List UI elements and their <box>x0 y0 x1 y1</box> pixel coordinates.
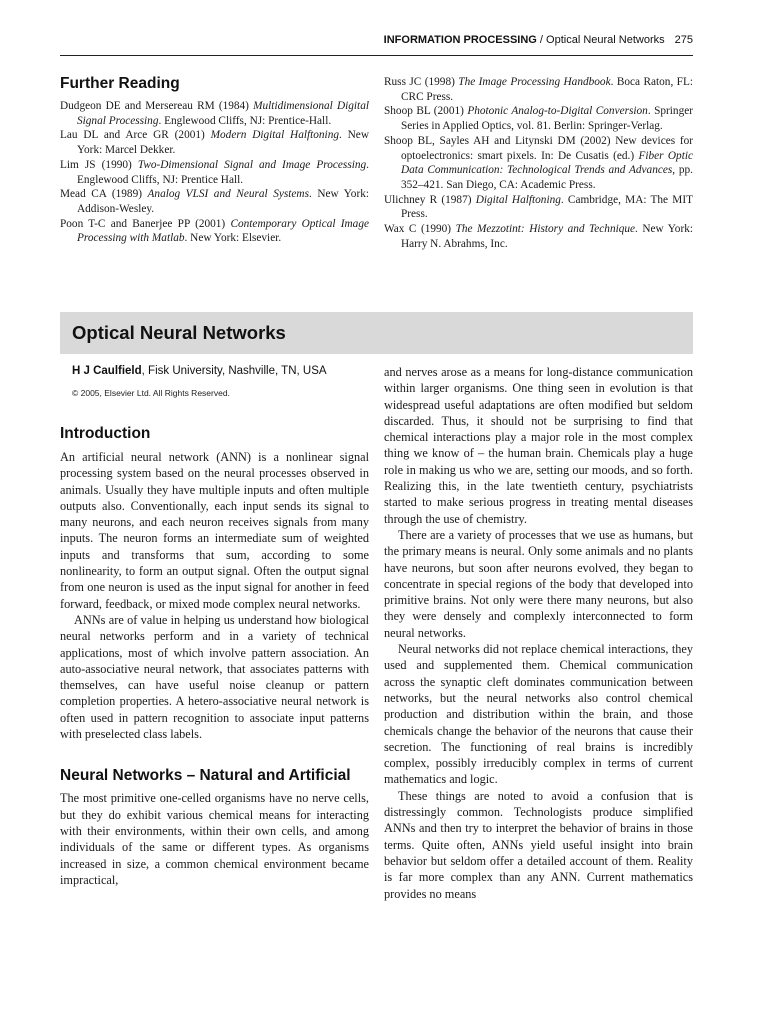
paragraph: The most primitive one-celled organisms have no nerve cells, but they do exhibit various chemical means for interacting with their environments, within their own cells, and among individuals of the same or different types. As organisms increased in size, a common chemical environment became impractical, <box>60 791 369 887</box>
further-reading-left <box>60 74 369 246</box>
introduction-heading: Introduction <box>60 425 151 442</box>
header-rule <box>60 55 693 56</box>
introduction-text <box>60 449 369 742</box>
section-text <box>60 790 369 888</box>
paragraph: An artificial neural network (ANN) is a nonlinear signal processing system based on the neural processes observed in animals. Usually they have multiple inputs and often multiple outputs also. Conventionally, each input sends its signal to many neurons, and each neuron receives signals from many inputs. The neuron forms an intermediate sum of weighted inputs and transforms that sum, according to some nonlinearity, to form an output signal. Often the output signal from one neuron is used as the input signal for another in feed forward, feedback, or mixed mode complex neural networks. <box>60 450 369 611</box>
reference-item: Dudgeon DE and Mersereau RM (1984) Multidimensional Digital Signal Processing. Englewood Cliffs, NJ: Prentice-Hall. <box>60 100 369 127</box>
header-separator: / <box>536 34 547 46</box>
reference-item: Russ JC (1998) The Image Processing Handbook. Boca Raton, FL: CRC Press. <box>384 76 694 103</box>
article-right-column <box>384 364 693 902</box>
paragraph: ANNs are of value in helping us understand how biological neural networks perform and in a variety of technical applications, most of which involve pattern association. An auto-associative neural network, that associates patterns with themselves, can have useful noise cleanup or pattern completion properties. A hetero-associative neural network is often used in pattern recognition to associate input patterns with preselected class labels. <box>60 612 369 742</box>
article-title: Optical Neural Networks <box>72 322 286 343</box>
author-affiliation: , Fisk University, Nashville, TN, USA <box>141 365 327 377</box>
page-number: 275 <box>674 34 693 46</box>
article-title-banner <box>60 312 693 354</box>
reference-list-left <box>60 99 369 246</box>
reference-item: Shoop BL, Sayles AH and Litynski DM (2002) New devices for optoelectronics: smart pixels. In: De Cusatis (ed.) Fiber Optic Data Communication: Technological Trends and Advances, pp. 352–421. San Diego, CA: Academic Press. <box>384 134 693 191</box>
reference-item: Shoop BL (2001) Photonic Analog-to-Digital Conversion. Springer Series in Applied Optics, vol. 81. Berlin: Springer-Verlag. <box>384 105 693 133</box>
paragraph: and nerves arose as a means for long-distance communication within larger organisms. One thing seen in evolution is that widespread useful adaptations are often modified but seldom discarded. Thus, it should not be surprising to find that chemical interactions play a major role in the most complex thing we know of – the human brain. Chemicals play a huge role in making us who we are, setting our moods, and so forth. Realizing this, in the late twentieth century, psychiatrists started to make serious progress in treating mental diseases through the use of chemistry. <box>384 365 693 526</box>
reference-item: Lim JS (1990) Two-Dimensional Signal and Image Processing. Englewood Cliffs, NJ: Prentice Hall. <box>60 158 369 186</box>
reference-list-right <box>384 75 693 251</box>
article-left-column <box>60 364 369 888</box>
further-reading-right <box>384 75 693 251</box>
paragraph: Neural networks did not replace chemical interactions, they used and supplemented them. Chemical communication across the synaptic cleft dominates communication between networks, but the neural networks also control chemical production and distribution within the brain, and those chemicals change the behavior of the neurons that cause their secretion. The functioning of real brains is incredibly complex, possibly irreducibly complex in terms of current mathematics and logic. <box>384 642 693 787</box>
section-heading-neural-networks: Neural Networks – Natural and Artificial <box>60 767 351 785</box>
author-line <box>60 364 369 378</box>
copyright-notice: © 2005, Elsevier Ltd. All Rights Reserved. <box>72 388 230 398</box>
reference-item: Mead CA (1989) Analog VLSI and Neural Systems. New York: Addison-Wesley. <box>60 188 369 215</box>
paragraph: These things are noted to avoid a confusion that is distressingly common. Technologists produce simplified ANNs and then try to interpret the behavior of brains in those terms. Quite often, ANNs yield useful insight into brain behavior but seldom offer a detailed account of them. Reality is far more complex than any ANN. Current mathematics provides no means <box>384 788 693 901</box>
reference-item: Poon T-C and Banerjee PP (2001) Contemporary Optical Image Processing with Matlab. New York: Elsevier. <box>60 217 369 245</box>
reference-item: Lau DL and Arce GR (2001) Modern Digital Halftoning. New York: Marcel Dekker. <box>60 129 369 157</box>
header-section: INFORMATION PROCESSING <box>383 34 537 46</box>
further-reading-heading: Further Reading <box>60 75 180 92</box>
paragraph: There are a variety of processes that we use as humans, but the primary means is neural. Only some animals and no plants have neurons, but soon after neurons evolved, they began to concentrate in special regions of the body that developed into primitive brains. Not only were there many neurons, but also they were densely and complexly interconnected to form neural networks. <box>384 527 693 640</box>
author-name: H J Caulfield <box>72 365 142 377</box>
header-topic: Optical Neural Networks <box>546 34 665 46</box>
running-header <box>60 30 693 50</box>
reference-item: Ulichney R (1987) Digital Halftoning. Cambridge, MA: The MIT Press. <box>384 193 693 221</box>
reference-item: Wax C (1990) The Mezzotint: History and Technique. New York: Harry N. Abrahms, Inc. <box>384 223 693 250</box>
